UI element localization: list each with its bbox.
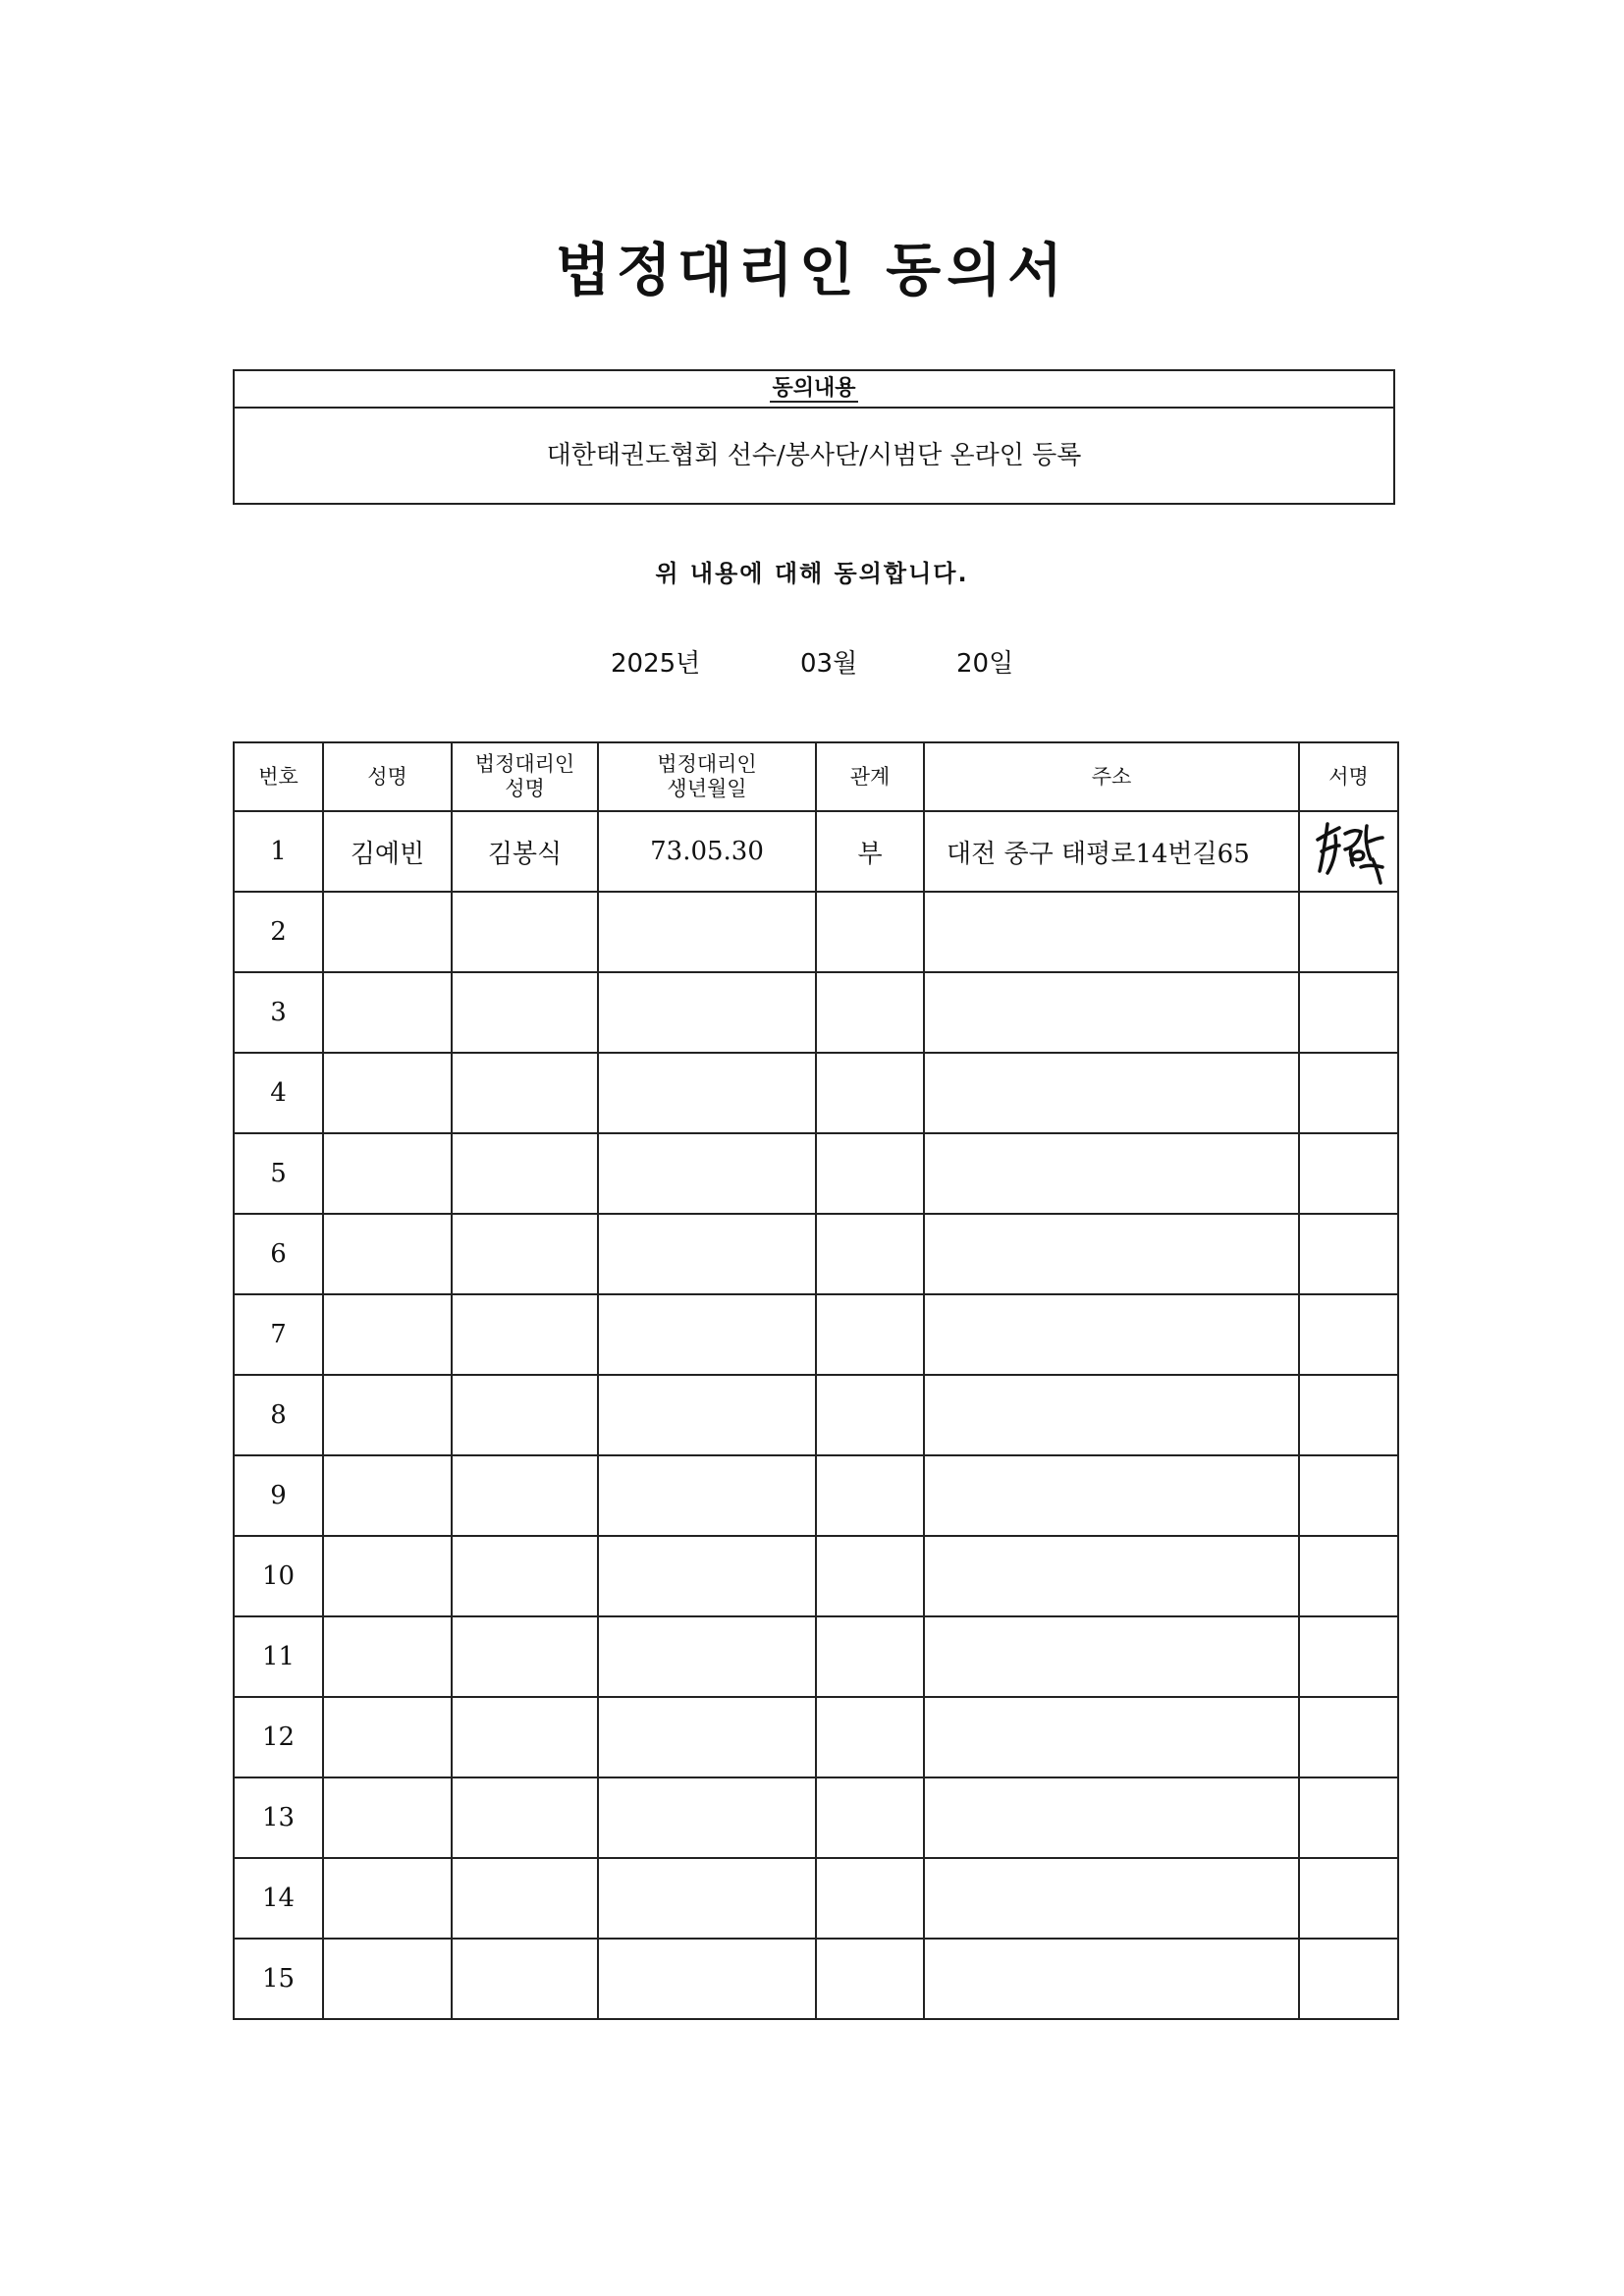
cell-relation: 부 [816, 811, 924, 892]
cell-signature [1299, 1455, 1398, 1536]
guardian-table [233, 741, 1399, 2020]
cell-relation [816, 972, 924, 1053]
cell-relation [816, 1858, 924, 1939]
cell-relation [816, 1455, 924, 1536]
cell-signature [1299, 1294, 1398, 1375]
cell-address [924, 1375, 1299, 1455]
cell-address [924, 1616, 1299, 1697]
cell-number: 8 [234, 1375, 323, 1455]
cell-signature [1299, 1616, 1398, 1697]
cell-name [323, 1536, 452, 1616]
cell-name [323, 1214, 452, 1294]
handwritten-signature [1310, 816, 1388, 887]
cell-guardian-name [452, 1375, 598, 1455]
cell-guardian-birth [598, 1616, 816, 1697]
cell-address [924, 1939, 1299, 2019]
header-relation: 관계 [816, 742, 924, 811]
cell-address [924, 1455, 1299, 1536]
table-row [234, 811, 1398, 892]
cell-relation [816, 1777, 924, 1858]
cell-address [924, 1697, 1299, 1777]
cell-guardian-name [452, 1536, 598, 1616]
cell-address [924, 1053, 1299, 1133]
cell-name [323, 1616, 452, 1697]
cell-guardian-name [452, 972, 598, 1053]
table-row [234, 972, 1398, 1053]
cell-relation [816, 1053, 924, 1133]
header-signature: 서명 [1299, 742, 1398, 811]
table-row [234, 1616, 1398, 1697]
cell-guardian-name [452, 1858, 598, 1939]
cell-guardian-birth [598, 1214, 816, 1294]
agree-statement: 위 내용에 대해 동의합니다. [655, 560, 969, 587]
cell-guardian-name [452, 1455, 598, 1536]
cell-guardian-birth [598, 1536, 816, 1616]
cell-guardian-birth [598, 1858, 816, 1939]
cell-name [323, 1777, 452, 1858]
cell-name [323, 1294, 452, 1375]
cell-guardian-name [452, 892, 598, 972]
cell-relation [816, 1214, 924, 1294]
cell-name [323, 1375, 452, 1455]
table-row [234, 892, 1398, 972]
cell-name [323, 1053, 452, 1133]
table-header-row [234, 742, 1398, 811]
table-row [234, 1939, 1398, 2019]
cell-name: 김예빈 [323, 811, 452, 892]
cell-number: 2 [234, 892, 323, 972]
cell-address [924, 1294, 1299, 1375]
cell-signature [1299, 1777, 1398, 1858]
table-row [234, 1455, 1398, 1536]
cell-address [924, 1133, 1299, 1214]
cell-guardian-name [452, 1939, 598, 2019]
table-row [234, 1375, 1398, 1455]
cell-guardian-birth [598, 1777, 816, 1858]
cell-guardian-birth [598, 972, 816, 1053]
cell-relation [816, 1616, 924, 1697]
cell-guardian-name [452, 1777, 598, 1858]
cell-guardian-birth [598, 1133, 816, 1214]
cell-signature [1299, 1375, 1398, 1455]
cell-guardian-birth [598, 1697, 816, 1777]
cell-signature [1299, 1858, 1398, 1939]
cell-number: 12 [234, 1697, 323, 1777]
header-guardian-name-line2: 성명 [505, 777, 545, 800]
cell-guardian-birth [598, 1375, 816, 1455]
cell-name [323, 1455, 452, 1536]
cell-guardian-name [452, 1214, 598, 1294]
date-month: 03월 [800, 649, 858, 679]
cell-number: 11 [234, 1616, 323, 1697]
header-guardian-birth [598, 742, 816, 811]
table-row [234, 1536, 1398, 1616]
cell-signature [1299, 811, 1398, 892]
cell-guardian-birth: 73.05.30 [598, 811, 816, 892]
cell-signature [1299, 1939, 1398, 2019]
table-row [234, 1053, 1398, 1133]
cell-name [323, 972, 452, 1053]
cell-signature [1299, 1697, 1398, 1777]
table-row [234, 1858, 1398, 1939]
cell-guardian-birth [598, 892, 816, 972]
cell-number: 14 [234, 1858, 323, 1939]
consent-box [233, 369, 1395, 505]
cell-signature [1299, 1536, 1398, 1616]
cell-guardian-name [452, 1053, 598, 1133]
cell-guardian-birth [598, 1053, 816, 1133]
cell-number: 13 [234, 1777, 323, 1858]
header-guardian-birth-line2: 생년월일 [667, 777, 747, 800]
cell-guardian-birth [598, 1455, 816, 1536]
document-title: 법정대리인 동의서 [555, 237, 1069, 303]
table-row [234, 1697, 1398, 1777]
header-name: 성명 [323, 742, 452, 811]
cell-number: 6 [234, 1214, 323, 1294]
cell-address [924, 972, 1299, 1053]
cell-relation [816, 1697, 924, 1777]
cell-guardian-birth [598, 1294, 816, 1375]
cell-name [323, 1939, 452, 2019]
cell-number: 10 [234, 1536, 323, 1616]
table-row [234, 1294, 1398, 1375]
cell-name [323, 1133, 452, 1214]
cell-number: 9 [234, 1455, 323, 1536]
header-guardian-name-line1: 법정대리인 [474, 752, 575, 776]
cell-name [323, 1697, 452, 1777]
cell-guardian-name [452, 1697, 598, 1777]
table-row [234, 1133, 1398, 1214]
cell-name [323, 892, 452, 972]
cell-guardian-name [452, 1133, 598, 1214]
cell-signature [1299, 1214, 1398, 1294]
consent-body: 대한태권도협회 선수/봉사단/시범단 온라인 등록 [546, 441, 1082, 470]
date-day: 20일 [956, 649, 1014, 679]
cell-guardian-name: 김봉식 [452, 811, 598, 892]
cell-address [924, 1858, 1299, 1939]
cell-number: 15 [234, 1939, 323, 2019]
consent-header-label: 동의내용 [772, 376, 856, 401]
cell-number: 4 [234, 1053, 323, 1133]
cell-relation [816, 1375, 924, 1455]
cell-address: 대전 중구 태평로14번길65 [924, 811, 1299, 892]
cell-relation [816, 1133, 924, 1214]
cell-guardian-birth [598, 1939, 816, 2019]
header-number: 번호 [234, 742, 323, 811]
header-guardian-birth-line1: 법정대리인 [657, 752, 757, 776]
cell-number: 1 [234, 811, 323, 892]
date-year: 2025년 [611, 649, 701, 679]
cell-guardian-name [452, 1616, 598, 1697]
cell-signature [1299, 1053, 1398, 1133]
header-guardian-name [452, 742, 598, 811]
cell-number: 3 [234, 972, 323, 1053]
table-row [234, 1214, 1398, 1294]
cell-address [924, 1777, 1299, 1858]
cell-relation [816, 1939, 924, 2019]
consent-header [235, 371, 1393, 409]
table-row [234, 1777, 1398, 1858]
cell-relation [816, 1294, 924, 1375]
header-address: 주소 [924, 742, 1299, 811]
cell-signature [1299, 972, 1398, 1053]
cell-address [924, 1536, 1299, 1616]
cell-address [924, 892, 1299, 972]
cell-address [924, 1214, 1299, 1294]
cell-number: 7 [234, 1294, 323, 1375]
cell-name [323, 1858, 452, 1939]
cell-signature [1299, 1133, 1398, 1214]
cell-relation [816, 892, 924, 972]
cell-relation [816, 1536, 924, 1616]
cell-number: 5 [234, 1133, 323, 1214]
cell-signature [1299, 892, 1398, 972]
cell-guardian-name [452, 1294, 598, 1375]
